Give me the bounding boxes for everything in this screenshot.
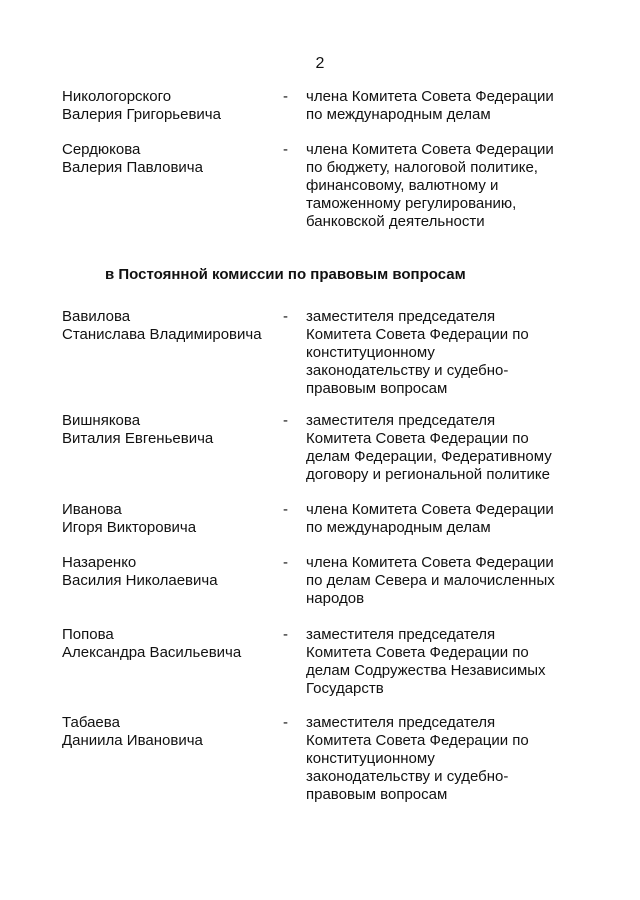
role-line: конституционному bbox=[306, 344, 435, 361]
given-names: Валерия Григорьевича bbox=[62, 106, 221, 123]
role-line: делам Федерации, Федеративному bbox=[306, 448, 552, 465]
role-line: банковской деятельности bbox=[306, 213, 485, 230]
role-line: договору и региональной политике bbox=[306, 466, 550, 483]
surname: Никологорского bbox=[62, 88, 172, 105]
dash-separator: - bbox=[283, 626, 288, 643]
page-number: 2 bbox=[315, 55, 325, 72]
role-line: Комитета Совета Федерации по bbox=[306, 430, 529, 447]
person-name bbox=[62, 308, 277, 344]
surname: Иванова bbox=[62, 501, 122, 518]
role-line: заместителя председателя bbox=[306, 626, 496, 643]
role-line: делам Содружества Независимых bbox=[306, 662, 546, 679]
given-names: Василия Николаевича bbox=[62, 572, 218, 589]
surname: Назаренко bbox=[62, 554, 137, 571]
role-line: по делам Севера и малочисленных bbox=[306, 572, 555, 589]
given-names: Станислава Владимировича bbox=[62, 326, 262, 343]
person-name bbox=[62, 88, 277, 124]
position-title bbox=[306, 308, 596, 398]
given-names: Даниила Ивановича bbox=[62, 732, 203, 749]
person-name bbox=[62, 501, 277, 537]
role-line: заместителя председателя bbox=[306, 308, 496, 325]
role-line: заместителя председателя bbox=[306, 412, 496, 429]
role-line: народов bbox=[306, 590, 365, 607]
given-names: Игоря Викторовича bbox=[62, 519, 197, 536]
position-title bbox=[306, 554, 596, 608]
dash-separator: - bbox=[283, 501, 288, 518]
given-names: Александра Васильевича bbox=[62, 644, 242, 661]
dash-separator: - bbox=[283, 554, 288, 571]
role-line: члена Комитета Совета Федерации bbox=[306, 554, 554, 571]
position-title bbox=[306, 88, 596, 124]
dash-separator: - bbox=[283, 412, 288, 429]
position-title bbox=[306, 714, 596, 804]
person-name bbox=[62, 141, 277, 177]
role-line: правовым вопросам bbox=[306, 786, 448, 803]
role-line: Государств bbox=[306, 680, 384, 697]
role-line: законодательству и судебно- bbox=[306, 768, 509, 785]
role-line: таможенному регулированию, bbox=[306, 195, 517, 212]
person-name bbox=[62, 714, 277, 750]
role-line: конституционному bbox=[306, 750, 435, 767]
person-name bbox=[62, 626, 277, 662]
dash-separator: - bbox=[283, 88, 288, 105]
surname: Сердюкова bbox=[62, 141, 141, 158]
section-heading: в Постоянной комиссии по правовым вопросам bbox=[105, 266, 466, 283]
role-line: Комитета Совета Федерации по bbox=[306, 326, 529, 343]
position-title bbox=[306, 501, 596, 537]
person-name bbox=[62, 412, 277, 448]
role-line: по бюджету, налоговой политике, bbox=[306, 159, 538, 176]
role-line: Комитета Совета Федерации по bbox=[306, 644, 529, 661]
position-title bbox=[306, 141, 596, 231]
surname: Попова bbox=[62, 626, 114, 643]
role-line: члена Комитета Совета Федерации bbox=[306, 88, 554, 105]
role-line: Комитета Совета Федерации по bbox=[306, 732, 529, 749]
surname: Вишнякова bbox=[62, 412, 141, 429]
dash-separator: - bbox=[283, 308, 288, 325]
position-title bbox=[306, 626, 596, 698]
role-line: правовым вопросам bbox=[306, 380, 448, 397]
dash-separator: - bbox=[283, 714, 288, 731]
role-line: члена Комитета Совета Федерации bbox=[306, 141, 554, 158]
role-line: заместителя председателя bbox=[306, 714, 496, 731]
given-names: Виталия Евгеньевича bbox=[62, 430, 214, 447]
given-names: Валерия Павловича bbox=[62, 159, 203, 176]
role-line: финансовому, валютному и bbox=[306, 177, 499, 194]
dash-separator: - bbox=[283, 141, 288, 158]
surname: Вавилова bbox=[62, 308, 131, 325]
position-title bbox=[306, 412, 596, 484]
surname: Табаева bbox=[62, 714, 120, 731]
role-line: по международным делам bbox=[306, 519, 491, 536]
person-name bbox=[62, 554, 277, 590]
role-line: законодательству и судебно- bbox=[306, 362, 509, 379]
role-line: по международным делам bbox=[306, 106, 491, 123]
role-line: члена Комитета Совета Федерации bbox=[306, 501, 554, 518]
